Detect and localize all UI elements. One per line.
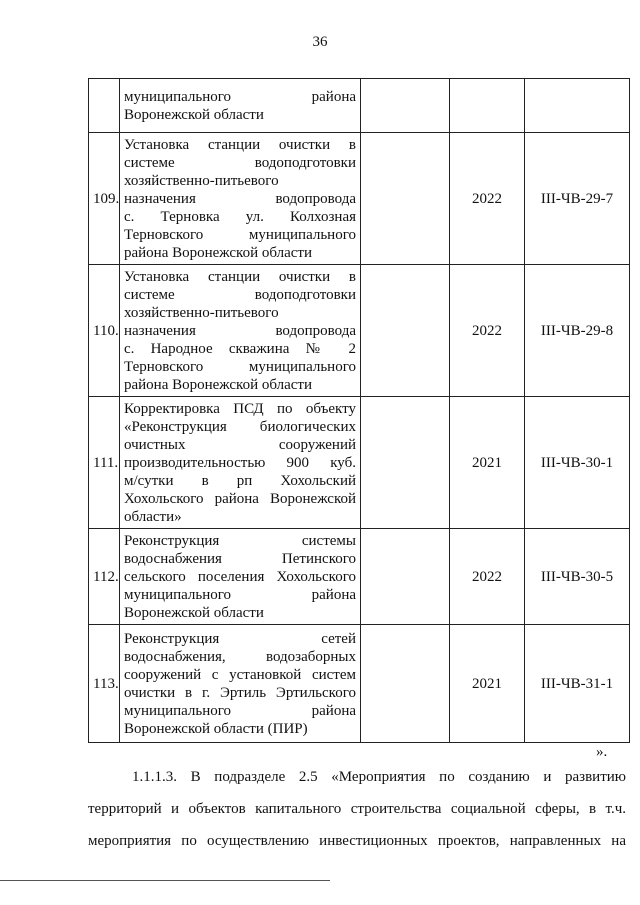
empty-cell xyxy=(361,397,450,529)
description-line: района Воронежской области xyxy=(124,376,313,393)
description-line: Корректировка ПСД по объекту xyxy=(124,400,356,417)
closing-quote: ». xyxy=(596,744,608,760)
row-description xyxy=(120,625,361,743)
row-year xyxy=(450,79,525,133)
description-line: Воронежской области xyxy=(124,106,264,123)
page-number: 36 xyxy=(312,34,328,50)
row-year: 2022 xyxy=(450,133,525,265)
row-code: III-ЧВ-30-1 xyxy=(525,397,630,529)
row-number: 111. xyxy=(89,397,120,529)
empty-cell xyxy=(361,133,450,265)
description-line: «Реконструкция биологических xyxy=(124,418,356,435)
description-line: м/сутки в рп Хохольский xyxy=(124,472,356,489)
description-line: водоснабжения, водозаборных xyxy=(124,648,356,665)
description-line: района Воронежской области xyxy=(124,244,313,261)
description-line: с. Терновка ул. Колхозная xyxy=(124,208,356,225)
description-line: производительностью 900 куб. xyxy=(124,454,356,471)
empty-cell xyxy=(361,79,450,133)
paragraph-line-2: территорий и объектов капитального строительства социальной сферы, в т.ч. xyxy=(88,801,626,817)
description-line: области» xyxy=(124,508,182,525)
empty-cell xyxy=(361,625,450,743)
description-line: очистных сооружений xyxy=(124,436,356,453)
description-line: системе водоподготовки xyxy=(124,286,356,303)
description-line: назначения водопровода xyxy=(124,322,356,339)
description-line: Хохольского района Воронежской xyxy=(124,490,356,507)
row-code xyxy=(525,79,630,133)
description-line: муниципального района xyxy=(124,586,356,603)
description-line: Терновского муниципального xyxy=(124,226,356,243)
row-description xyxy=(120,529,361,625)
description-line: системе водоподготовки xyxy=(124,154,356,171)
description-line: очистки в г. Эртиль Эртильского xyxy=(124,684,356,701)
table-body xyxy=(89,79,630,743)
row-number xyxy=(89,79,120,133)
row-description xyxy=(120,265,361,397)
row-year: 2021 xyxy=(450,397,525,529)
row-code: III-ЧВ-30-5 xyxy=(525,529,630,625)
row-number: 113. xyxy=(89,625,120,743)
row-year: 2022 xyxy=(450,529,525,625)
description-line: Воронежской области (ПИР) xyxy=(124,720,308,737)
empty-cell xyxy=(361,265,450,397)
description-line: Воронежской области xyxy=(124,604,264,621)
description-line: сельского поселения Хохольского xyxy=(124,568,356,585)
description-line: водоснабжения Петинского xyxy=(124,550,356,567)
row-code: III-ЧВ-29-7 xyxy=(525,133,630,265)
description-line: Установка станции очистки в xyxy=(124,136,356,153)
row-code: III-ЧВ-29-8 xyxy=(525,265,630,397)
description-line: Реконструкция системы xyxy=(124,532,356,549)
description-line: муниципального района xyxy=(124,88,356,105)
description-line: хозяйственно-питьевого xyxy=(124,172,279,189)
description-line: муниципального района xyxy=(124,702,356,719)
table-row xyxy=(89,529,630,625)
paragraph-line-3: мероприятия по осуществлению инвестиционных проектов, направленных на xyxy=(88,833,626,849)
table-row xyxy=(89,397,630,529)
row-description xyxy=(120,133,361,265)
row-description xyxy=(120,397,361,529)
measures-table xyxy=(88,78,630,743)
row-number: 109. xyxy=(89,133,120,265)
row-code: III-ЧВ-31-1 xyxy=(525,625,630,743)
description-line: Реконструкция сетей xyxy=(124,630,356,647)
footer-rule xyxy=(0,880,330,881)
description-line: хозяйственно-питьевого xyxy=(124,304,279,321)
empty-cell xyxy=(361,529,450,625)
description-line: Терновского муниципального xyxy=(124,358,356,375)
table-row xyxy=(89,265,630,397)
table-row xyxy=(89,79,630,133)
description-line: сооружений с установкой систем xyxy=(124,666,356,683)
table-row xyxy=(89,133,630,265)
row-year: 2021 xyxy=(450,625,525,743)
row-number: 110. xyxy=(89,265,120,397)
paragraph-line-1: 1.1.1.3. В подразделе 2.5 «Мероприятия по созданию и развитию xyxy=(132,769,626,785)
description-line: назначения водопровода xyxy=(124,190,356,207)
description-line: с. Народное скважина № 2 xyxy=(124,340,356,357)
table-row xyxy=(89,625,630,743)
row-description xyxy=(120,79,361,133)
row-year: 2022 xyxy=(450,265,525,397)
row-number: 112. xyxy=(89,529,120,625)
description-line: Установка станции очистки в xyxy=(124,268,356,285)
